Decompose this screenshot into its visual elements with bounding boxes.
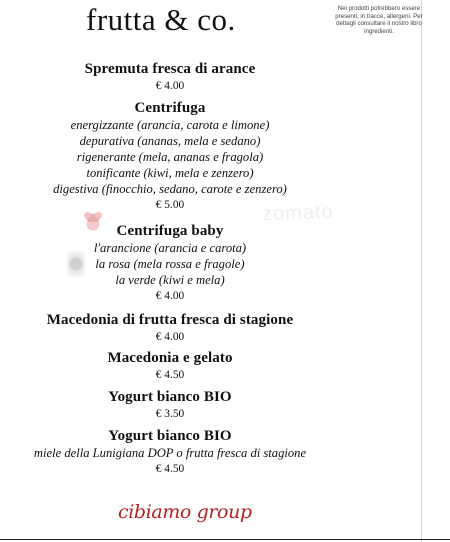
item-description-line: rigenerante (mela, ananas e fragola) <box>76 150 264 164</box>
menu-item-yogurt-bio <box>0 389 340 422</box>
item-name: Macedonia di frutta fresca di stagione <box>46 312 294 328</box>
menu-item-spremuta <box>0 61 340 94</box>
item-name: Centrifuga <box>134 100 206 116</box>
brand-logo: cibiamo group <box>118 501 252 523</box>
item-price: € 4.00 <box>155 80 185 92</box>
bottom-border <box>0 539 450 540</box>
watermark: zomato <box>261 200 334 226</box>
item-description-line: miele della Lunigiana DOP o frutta fresca di stagione <box>33 446 307 460</box>
item-description-line: tonificante (kiwi, mela e zenzero) <box>86 166 254 180</box>
item-description-line: depurativa (ananas, mela e sedano) <box>79 134 261 148</box>
right-margin-rule <box>421 0 422 542</box>
item-price: € 5.00 <box>155 199 185 211</box>
item-name: Spremuta fresca di arance <box>84 61 256 77</box>
item-name: Centrifuga baby <box>116 223 224 239</box>
menu-item-macedonia <box>0 312 340 345</box>
page-title: frutta & co. <box>86 2 236 37</box>
item-price: € 4.50 <box>155 369 185 381</box>
item-name: Yogurt bianco BIO <box>108 428 232 444</box>
item-name: Macedonia e gelato <box>107 350 233 366</box>
item-price: € 3.50 <box>155 408 185 420</box>
menu-item-centrifuga-baby <box>0 223 340 304</box>
item-price: € 4.50 <box>155 463 185 475</box>
menu-item-macedonia-gelato <box>0 350 340 383</box>
item-price: € 4.00 <box>155 290 185 302</box>
item-description-line: la verde (kiwi e mela) <box>115 273 225 287</box>
item-description-line: la rosa (mela rossa e fragole) <box>95 257 245 271</box>
allergen-note: Nei prodotti potrebbero essere presenti, in tracce, allergeni. Per dettagli consultare il nostro libro ingredienti. <box>335 5 423 35</box>
menu-item-centrifuga <box>0 100 340 213</box>
item-name: Yogurt bianco BIO <box>108 389 232 405</box>
item-description-line: energizzante (arancia, carota e limone) <box>70 118 270 132</box>
item-description-line: l'arancione (arancia e carota) <box>93 241 247 255</box>
menu-item-yogurt-bio-miele <box>0 428 340 477</box>
item-description-line: digestiva (finocchio, sedano, carote e zenzero) <box>53 182 287 196</box>
item-price: € 4.00 <box>155 331 185 343</box>
